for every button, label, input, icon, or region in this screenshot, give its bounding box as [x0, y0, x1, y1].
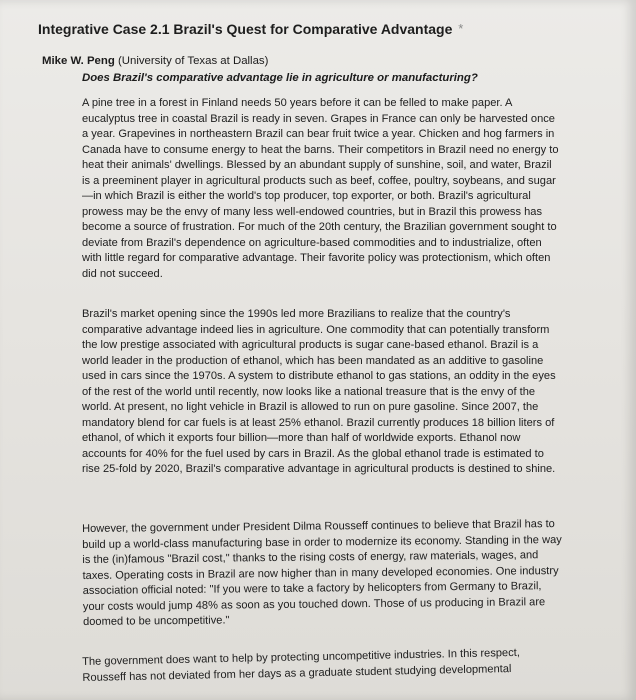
case-title: Integrative Case 2.1 Brazil's Quest for Comparative Advantage: [38, 21, 453, 37]
case-question: Does Brazil's comparative advantage lie in agriculture or manufacturing?: [82, 72, 478, 84]
paragraph-4: The government does want to help by protecting uncompetitive industries. In this respect, Rousseff has not deviated from her days as a graduate student studying developmental: [82, 646, 521, 684]
author-affiliation: (University of Texas at Dallas): [117, 55, 269, 67]
author-name: Mike W. Peng: [42, 55, 115, 67]
paragraph-1: A pine tree in a forest in Finland needs 50 years before it can be felled to make paper. A eucalyptus tree in coastal Brazil is ready in seven. Grapes in France can only be harvested once a year. Grapevines in northeastern Brazil can bear fruit twice a year. Chicken and hog farmers in Canada have to consume energy to heat the barns. Their competitors in Brazil need no energy to heat their animals' dwellings. Blessed by an abundant supply of sunshine, soil, and water, Brazil is a preeminent player in agricultural products such as beef, coffee, poultry, soybeans, and sugar—in which Brazil is either the world's top producer, top exporter, or both. Brazil's agricultural prowess may be the envy of many less well-endowed countries, but in Brazil this prowess has become a source of frustration. For much of the 20th century, the Brazilian government sought to deviate from Brazil's dependence on agriculture-based commodities and to industrialize, often with little regard for comparative advantage. Their favorite policy was protectionism, which often did not succeed.: [82, 97, 559, 280]
footnote-star-icon: *: [458, 21, 464, 36]
author-line: [42, 55, 268, 67]
paragraph-3: However, the government under President Dilma Rousseff continues to believe that Brazil has to build up a world-class manufacturing base in order to modernize its economy. Standing in the way is the (in)famous "Brazil cost," thanks to the rising costs of energy, raw materials, wages, and taxes. Operating costs in Brazil are now higher than in many developed economies. One industry association official noted: "If you were to take a factory by helicopters from Germany to Brazil, your costs would jump 48% as soon as you touched down. Those of us producing in Brazil are doomed to be uncompetitive.": [82, 518, 562, 628]
case-title-row: [38, 21, 463, 37]
paragraph-2: Brazil's market opening since the 1990s led more Brazilians to realize that the country's comparative advantage indeed lies in agriculture. One commodity that can potentially transform the low prestige associated with agricultural products is sugar cane-based ethanol. Brazil is a world leader in the production of ethanol, which has been mandated as an additive to gasoline used in cars since the 1970s. A system to distribute ethanol to gas stations, an oddity in the eyes of the rest of the world until recently, now looks like a national treasure that is the envy of the world. At present, no light vehicle in Brazil is allowed to run on pure gasoline. Since 2007, the mandatory blend for car fuels is at least 25% ethanol. Brazil currently produces 18 billion liters of ethanol, of which it exports four billion—more than half of worldwide exports. Ethanol now accounts for 40% for the fuel used by cars in Brazil. As the global ethanol trade is estimated to rise 25-fold by 2020, Brazil's comparative advantage in agricultural products is destined to shine.: [82, 308, 556, 475]
